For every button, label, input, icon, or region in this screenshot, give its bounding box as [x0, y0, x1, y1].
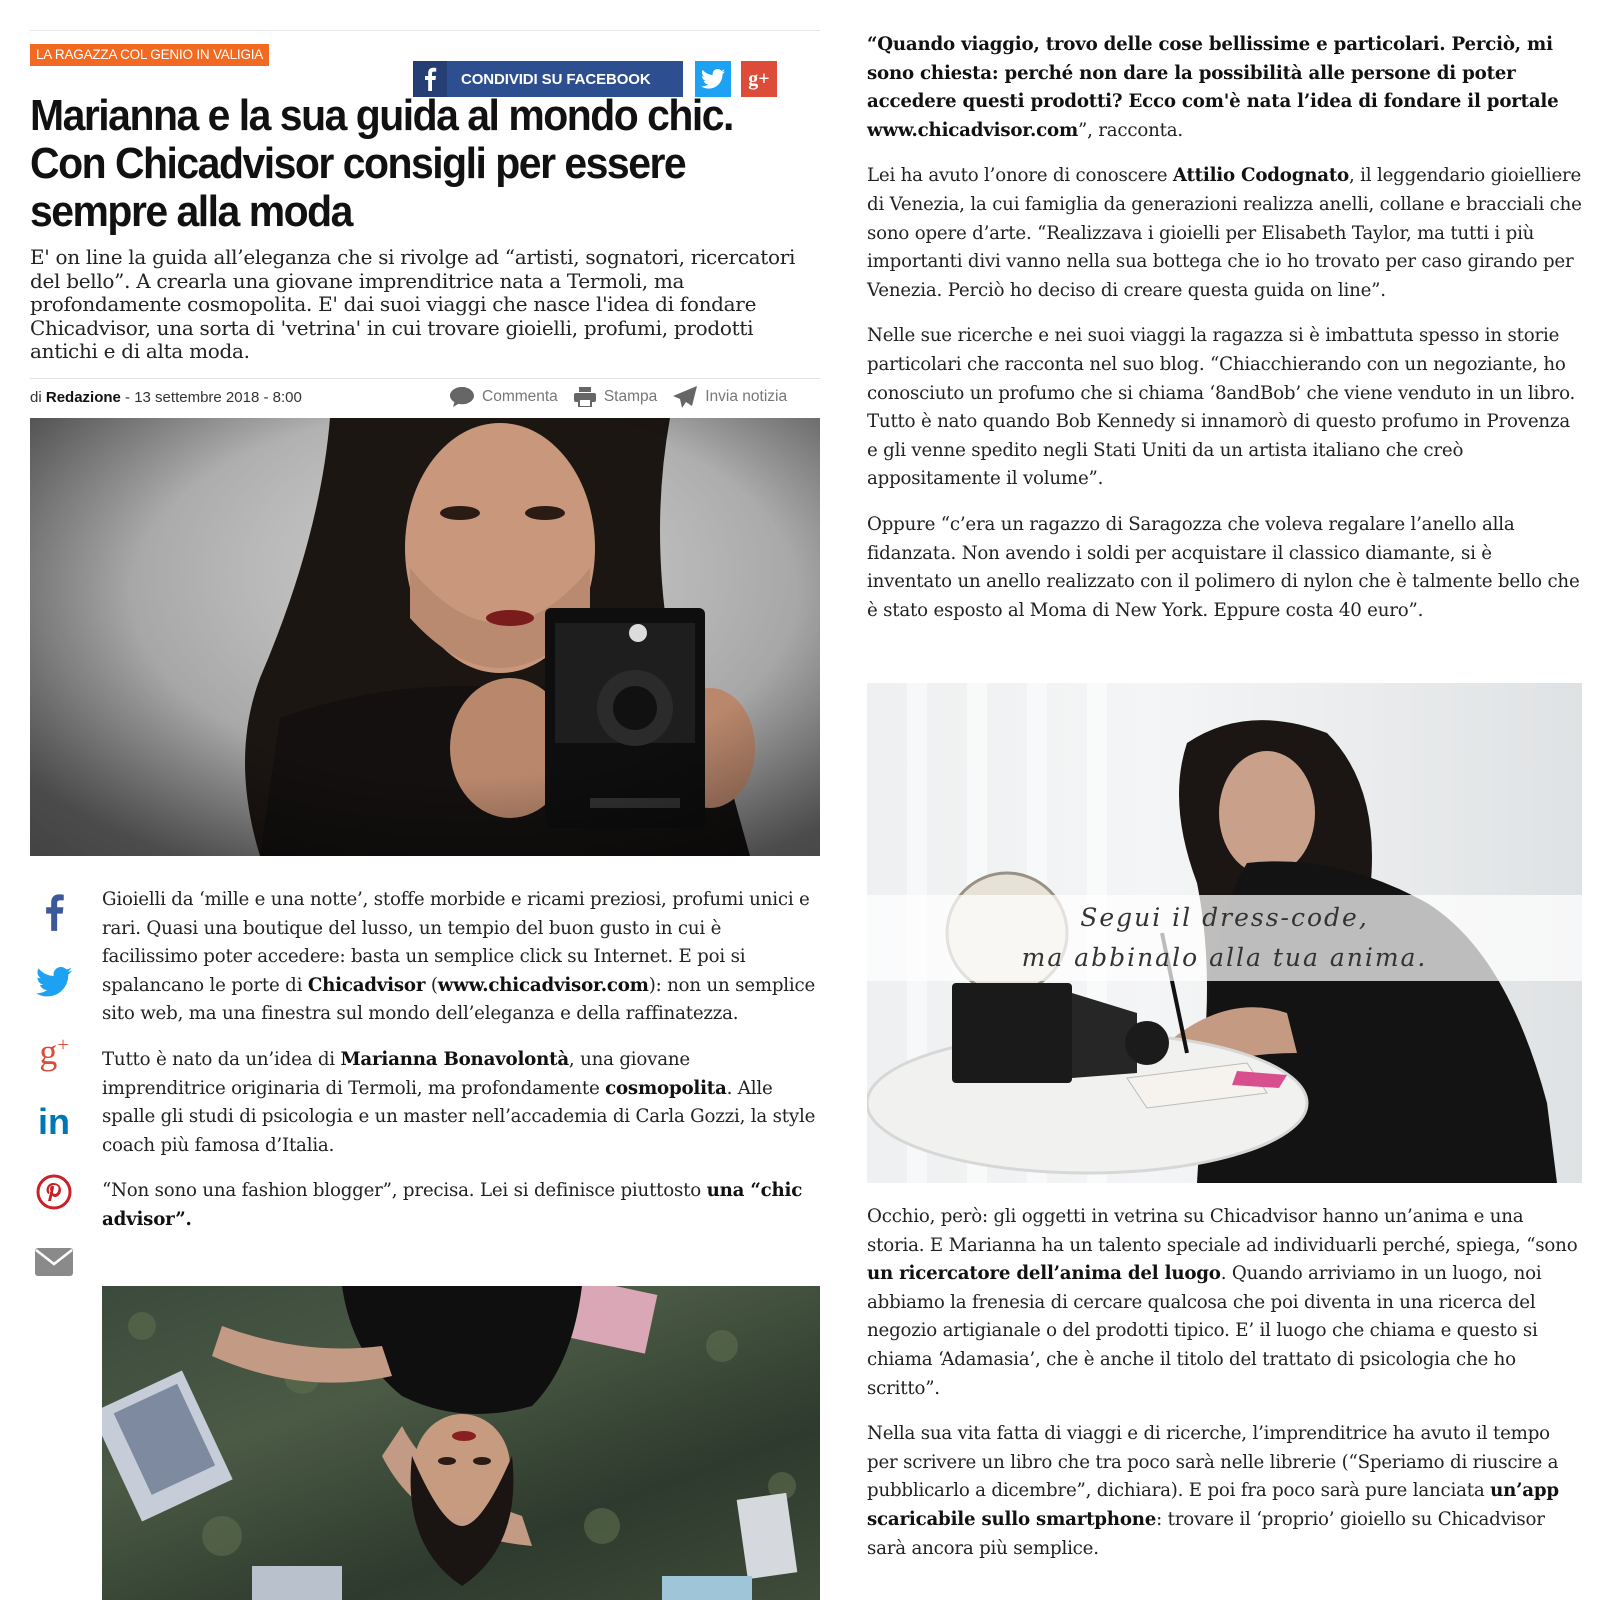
banner-line-1: Segui il dress-code, [1080, 903, 1369, 932]
anima-paragraph: Occhio, però: gli oggetti in vetrina su Chicadvisor hanno un’anima e una storia. E Marianna ha un talento speciale ad individuarli perché, spiega, “sono un ricercatore dell’anima del luogo. Quando arriviamo in un luogo, noi abbiamo la frenesia di cercare qualcosa che poi diventa in una ricerca del negozio artigianale o del prodotti tipico. E’ il luogo che chiama e questo si chiama ‘Adamasia’, che è anche il titolo del trattato di psicologia che ho scritto”. [867, 1206, 1578, 1399]
byline-prefix: di [30, 389, 42, 406]
comment-label: Commenta [482, 388, 558, 405]
comment-action[interactable] [450, 386, 558, 408]
print-action[interactable] [574, 386, 657, 408]
section-tag[interactable]: LA RAGAZZA COL GENIO IN VALIGIA [30, 44, 269, 66]
article-body-left [102, 886, 818, 1252]
rail-pinterest-icon[interactable] [34, 1172, 74, 1212]
send-label: Invia notizia [705, 388, 788, 405]
book-paragraph: Nella sua vita fatta di viaggi e di ricerche, l’imprenditrice ha avuto il tempo per scrivere un libro che tra poco sarà nelle librerie (“Speriamo di riuscire a pubblicarlo a dicembre”, dichiara). E poi fra poco sarà pure lanciata un’app scaricabile sullo smartphone: trovare il ‘proprio’ gioiello su Chicadvisor sarà ancora più semplice. [867, 1423, 1559, 1559]
rail-linkedin-icon[interactable]: in [38, 1101, 70, 1142]
photo-quote-banner [867, 895, 1582, 981]
rail-googleplus-icon[interactable]: g+ [39, 1032, 69, 1072]
article-photo-writing [867, 683, 1582, 1183]
article-body-right-top [867, 31, 1582, 642]
send-news-action[interactable] [673, 386, 787, 408]
byline-date: - 13 settembre 2018 - 8:00 [125, 389, 302, 406]
article-standfirst: E' on line la guida all’eleganza che si rivolge ad “artisti, sognatori, ricercatori del bello”. A crearla una giovane imprenditrice nata a Termoli, ma profondamente cosmopolita. E' dai suoi viaggi che nasce l'idea di fondare Chicadvisor, una sorta di 'vetrina' in cui trovare gioielli, profumi, prodotti antichi e di alta moda. [30, 245, 796, 363]
share-facebook-label: CONDIVIDI SU FACEBOOK [461, 70, 651, 88]
article-photo-camera-portrait [30, 418, 820, 856]
meta-divider [30, 378, 820, 379]
paragraph-2: Tutto è nato da un’idea di Marianna Bonavolontà, una giovane imprenditrice originaria di Termoli, ma profondamente cosmopolita. Alle spalle gli studi di psicologia e un master nell’accademia di Carla Gozzi, la style coach più famosa d’Italia. [102, 1048, 816, 1156]
send-icon [673, 386, 697, 408]
twitter-icon [701, 69, 725, 89]
print-label: Stampa [603, 388, 658, 405]
comment-icon [450, 387, 474, 407]
top-divider [30, 30, 820, 31]
rail-twitter-icon[interactable] [34, 962, 74, 1002]
rail-email-icon[interactable] [34, 1242, 74, 1282]
banner-line-2: ma abbinalo alla tua anima. [1021, 943, 1428, 972]
google-plus-icon: g+ [748, 67, 770, 90]
rail-facebook-icon[interactable] [34, 892, 74, 932]
print-icon [574, 387, 596, 407]
article-body-right-bottom [867, 1203, 1582, 1580]
byline [30, 389, 302, 406]
paragraph-1: Gioielli da ‘mille e una notte’, stoffe morbide e ricami preziosi, profumi unici e rari. Quasi una boutique del lusso, un tempio del buon gusto in cui è facilissimo poter accedere: basta un semplice click su Internet. E poi si spalancano le porte di Chicadvisor (www.chicadvisor.com): non un semplice sito web, ma una finestra sul mondo dell’eleganza e della raffinatezza. [102, 889, 816, 1025]
ring-paragraph: Oppure “c’era un ragazzo di Saragozza che voleva regalare l’anello alla fidanzata. Non avendo i soldi per acquistare il classico diamante, si è inventato un anello realizzato con il polimero di nylon che è talmente bello che è stato esposto al Moma di New York. Eppure costa 40 euro”. [867, 513, 1580, 621]
chicadvisor-link[interactable]: www.chicadvisor.com [437, 974, 649, 996]
codognato-paragraph: Lei ha avuto l’onore di conoscere Attilio Codognato, il leggendario gioielliere di Venezia, la cui famiglia da generazioni realizza anelli, collane e bracciali che sono opere d’arte. “Realizzava i gioielli per Elisabeth Taylor, ma tutti i più importanti divi vanno nella sua bottega che io ho trovato per caso girando per Venezia. Perciò ho deciso di creare questa guida on line”. [867, 165, 1582, 301]
paragraph-3: “Non sono una fashion blogger”, precisa. Lei si definisce piuttosto una “chic advisor”. [102, 1180, 803, 1230]
perfume-paragraph: Nelle sue ricerche e nei suoi viaggi la ragazza si è imbattuta spesso in storie particolari che racconta nel suo blog. “Chiacchierando con un negoziante, ho conosciuto un profumo che si chiama ‘8andBob’ che viene venduto in un libro. Tutto è nato quando Bob Kennedy si innamorò di questo profumo in Provenza e gli venne spedito negli Stati Uniti da un artista italiano che creò appositamente il volume”. [867, 325, 1576, 490]
article-photo-magazines [102, 1286, 820, 1600]
quote-paragraph: “Quando viaggio, trovo delle cose bellissime e particolari. Perciò, mi sono chiesta: perché non dare la possibilità alle persone di poter accedere questi prodotti? Ecco com'è nata l’idea di fondare il portale www.chicadvisor.com”, racconta. [867, 34, 1559, 141]
social-share-rail [34, 892, 74, 1282]
article-actions [450, 386, 787, 408]
article-headline: Marianna e la sua guida al mondo chic. Con Chicadvisor consigli per essere sempre alla moda [30, 91, 733, 236]
byline-author[interactable]: Redazione [45, 389, 121, 406]
